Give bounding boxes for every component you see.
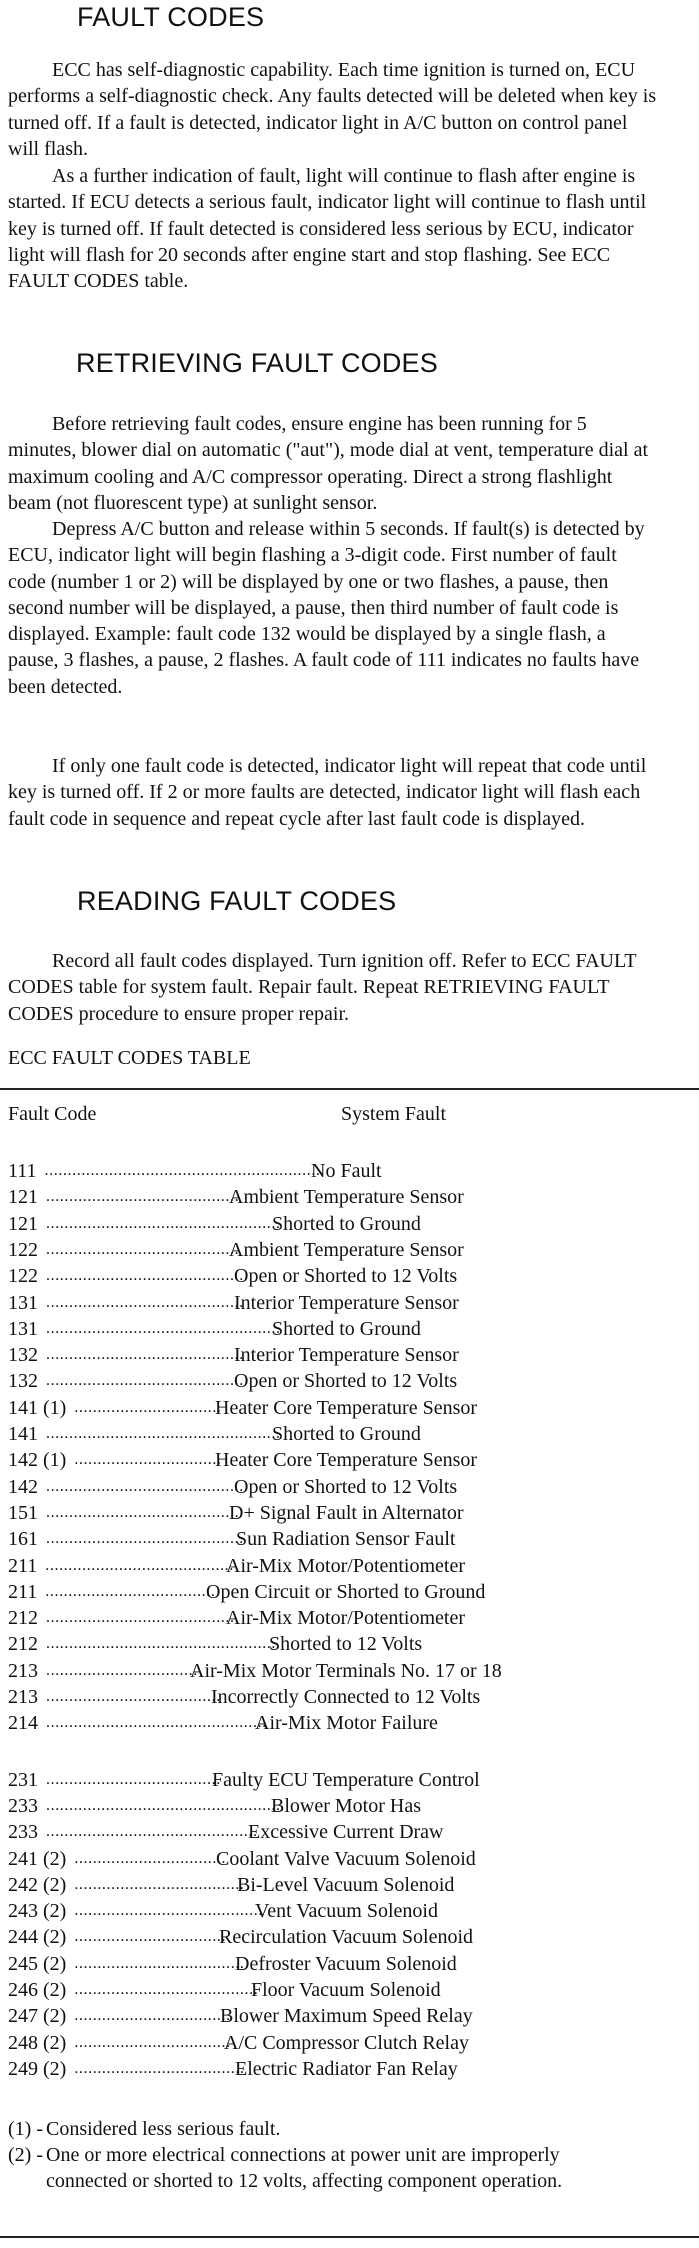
table-row xyxy=(0,2058,699,2084)
system-fault: Open or Shorted to 12 Volts xyxy=(234,1475,458,1498)
system-fault: Incorrectly Connected to 12 Volts xyxy=(211,1686,481,1708)
system-fault: Defroster Vacuum Solenoid xyxy=(235,1952,457,1975)
paragraph-only-one-code: If only one fault code is detected, indicator light will repeat that code until key is turned off. If 2 or more faults are detected, indicator light will flash each fault code in sequence and repeat cycle after last fault code is displayed. xyxy=(8,755,647,830)
fault-code: 132 xyxy=(8,1344,38,1367)
heading-retrieving-fault-codes: RETRIEVING FAULT CODES xyxy=(76,348,438,378)
table-row xyxy=(0,1900,699,1926)
dot-leader: ................................................... xyxy=(46,1214,281,1232)
system-fault: Ambient Temperature Sensor xyxy=(229,1186,464,1209)
table-row xyxy=(0,1953,699,1979)
fault-code: 211 xyxy=(8,1580,38,1603)
table-row xyxy=(0,1213,699,1239)
table-row xyxy=(0,1160,699,1186)
dot-leader: ................................................ xyxy=(46,1714,267,1732)
footnote-2-text: One or more electrical connections at power unit are improperly connected or shorted to 12 volts, affecting component operation. xyxy=(46,2144,563,2192)
table-row xyxy=(0,1607,699,1633)
system-fault: Interior Temperature Sensor xyxy=(234,1291,459,1314)
table-row xyxy=(0,2032,699,2058)
table-row xyxy=(0,1265,699,1291)
fault-code: 141 xyxy=(8,1423,38,1445)
table-row xyxy=(0,1344,699,1370)
system-fault: Faulty ECU Temperature Control xyxy=(212,1768,480,1791)
fault-code: 247 (2) xyxy=(8,2005,67,2028)
system-fault: Air-Mix Motor Terminals No. 17 or 18 xyxy=(190,1659,502,1682)
fault-code: 122 xyxy=(8,1265,38,1288)
table-row xyxy=(0,2005,699,2031)
dot-leader: ........................................ xyxy=(74,1981,259,1998)
system-fault: A/C Compressor Clutch Relay xyxy=(224,2031,469,2054)
column-header-system-fault: System Fault xyxy=(341,1103,447,1125)
fault-code: 141 (1) xyxy=(8,1396,67,1419)
paragraph-before-retrieving: Before retrieving fault codes, ensure engine has been running for 5 minutes, blower dial on automatic ("aut"), mode dial at vent, temperature dial at maximum cooling and A/C compressor operating. Direct a strong flashlight beam (not fluorescent type) at sunlight sensor. xyxy=(8,413,649,514)
dot-leader: ..................................... xyxy=(45,1582,216,1600)
system-fault: Blower Maximum Speed Relay xyxy=(220,2005,473,2028)
fault-code: 242 (2) xyxy=(8,1873,67,1896)
dot-leader: ........................................... xyxy=(46,1477,244,1495)
fault-code: 142 (1) xyxy=(8,1449,67,1472)
fault-code: 212 xyxy=(8,1633,38,1656)
table-row xyxy=(0,1821,699,1847)
dot-leader: ........................................... xyxy=(46,1267,244,1285)
table-top-rule xyxy=(0,1088,699,1090)
dot-leader: .......................................... xyxy=(46,1188,240,1206)
footnote-1-text: Considered less serious fault. xyxy=(46,2118,281,2140)
fault-code: 245 (2) xyxy=(8,1952,67,1975)
system-fault: Vent Vacuum Solenoid xyxy=(255,1900,438,1923)
system-fault: Floor Vacuum Solenoid xyxy=(251,1979,441,2001)
heading-fault-codes: FAULT CODES xyxy=(77,2,265,32)
dot-leader: ......................................... xyxy=(74,1902,263,1920)
paragraph-self-diagnostic: ECC has self-diagnostic capability. Each time ignition is turned on, ECU performs a self-diagnostic check. Any faults detected will be deleted when key is turned off. If a fault is detected, indicator light in A/C button on control panel will flash. xyxy=(8,59,657,160)
fault-code: 231 xyxy=(8,1768,38,1791)
table-row xyxy=(0,1528,699,1554)
dot-leader: ................................. xyxy=(46,1661,198,1679)
system-fault: Recirculation Vacuum Solenoid xyxy=(219,1926,474,1949)
dot-leader: ................................................... xyxy=(46,1319,281,1337)
table-bottom-rule xyxy=(0,2236,699,2238)
paragraph-further-indication: As a further indication of fault, light will continue to flash after engine is started. If ECU detects a serious fault, indicator light will continue to flash until key is turned off. If fault detected is considered less serious by ECU, indicator light will flash for 20 seconds after engine start and stop flashing. See ECC FAULT CODES table. xyxy=(8,165,647,293)
system-fault: Open or Shorted to 12 Volts xyxy=(234,1370,458,1393)
table-row xyxy=(0,1712,699,1738)
fault-code: 111 xyxy=(8,1160,37,1182)
table-row xyxy=(0,1502,699,1528)
fault-code: 122 xyxy=(8,1238,38,1261)
system-fault: D+ Signal Fault in Alternator xyxy=(229,1501,464,1524)
system-fault: Coolant Valve Vacuum Solenoid xyxy=(216,1847,476,1870)
table-row xyxy=(0,1476,699,1502)
fault-code: 233 xyxy=(8,1821,38,1844)
fault-code: 121 xyxy=(8,1212,38,1235)
system-fault: Electric Radiator Fan Relay xyxy=(235,2057,458,2080)
dot-leader: ...................................... xyxy=(46,1770,221,1788)
system-fault: Ambient Temperature Sensor xyxy=(229,1238,464,1261)
dot-leader: .......................................... xyxy=(46,1503,240,1521)
fault-code: 142 xyxy=(8,1475,38,1498)
system-fault: Air-Mix Motor/Potentiometer xyxy=(226,1607,466,1630)
fault-code: 243 (2) xyxy=(8,1900,67,1923)
dot-leader: ........................................... xyxy=(46,1346,244,1364)
table-row xyxy=(0,1795,699,1821)
fault-code: 131 xyxy=(8,1317,38,1340)
dot-leader: ........................................... xyxy=(46,1372,244,1390)
fault-code: 244 (2) xyxy=(8,1926,67,1949)
system-fault: Shorted to Ground xyxy=(272,1212,421,1235)
fault-code: 248 (2) xyxy=(8,2031,67,2054)
system-fault: Air-Mix Motor/Potentiometer xyxy=(226,1554,466,1577)
dot-leader: ................................ xyxy=(74,1451,222,1469)
system-fault: No Fault xyxy=(311,1160,382,1182)
table-row xyxy=(0,1874,699,1900)
dot-leader: ...................................... xyxy=(46,1688,221,1705)
footnote-1-number: (1) - xyxy=(8,2118,43,2140)
dot-leader: .................................. xyxy=(74,2007,231,2025)
dot-leader: ................................. xyxy=(74,1928,227,1946)
paragraph-depress-ac: Depress A/C button and release within 5 seconds. If fault(s) is detected by ECU, indicator light will begin flashing a 3-digit code. First number of fault code (number 1 or 2) will be displayed by one or two flashes, a pause, then second number will be displayed, a pause, then third number of fault code is displayed. Example: fault code 132 would be displayed by a single flash, a pause, 3 flashes, a pause, 2 flashes. A fault code of 111 indicates no faults have been detected. xyxy=(8,518,645,698)
system-fault: Shorted to 12 Volts xyxy=(269,1633,423,1656)
table-row xyxy=(0,1660,699,1686)
system-fault: Blower Motor Has xyxy=(271,1794,421,1817)
dot-leader: ......................................... xyxy=(45,1556,234,1574)
system-fault: Open Circuit or Shorted to Ground xyxy=(206,1580,486,1603)
table-row xyxy=(0,1848,699,1874)
fault-code: 121 xyxy=(8,1186,38,1209)
dot-leader: ................................ xyxy=(74,1398,222,1416)
table-row xyxy=(0,1555,699,1581)
column-header-fault-code: Fault Code xyxy=(8,1103,97,1125)
fault-code: 161 xyxy=(8,1528,38,1551)
dot-leader: ........................................... xyxy=(46,1293,244,1311)
dot-leader: ..................................... xyxy=(74,2059,245,2077)
fault-code: 151 xyxy=(8,1501,38,1524)
dot-leader: ................................................... xyxy=(46,1425,281,1442)
fault-code: 213 xyxy=(8,1659,38,1682)
dot-leader: ..................................... xyxy=(74,1954,245,1972)
system-fault: Shorted to Ground xyxy=(272,1317,421,1340)
dot-leader: ................................................... xyxy=(46,1796,281,1814)
system-fault: Heater Core Temperature Sensor xyxy=(215,1396,478,1419)
fault-code: 249 (2) xyxy=(8,2057,67,2080)
dot-leader: .............................................. xyxy=(46,1823,258,1841)
system-fault: Open or Shorted to 12 Volts xyxy=(234,1265,458,1288)
table-row xyxy=(0,1239,699,1265)
dot-leader: ................................. xyxy=(74,1849,227,1867)
dot-leader: ........................................... xyxy=(46,1530,244,1548)
table-row xyxy=(0,1926,699,1952)
system-fault: Air-Mix Motor Failure xyxy=(255,1712,438,1735)
dot-leader: ......................................... xyxy=(46,1609,235,1627)
fault-code: 214 xyxy=(8,1712,38,1735)
fault-code: 241 (2) xyxy=(8,1847,67,1870)
fault-code: 213 xyxy=(8,1686,38,1708)
table-row xyxy=(0,1370,699,1396)
table-row xyxy=(0,1292,699,1318)
footnote-2-number: (2) - xyxy=(8,2144,43,2166)
system-fault: Heater Core Temperature Sensor xyxy=(215,1449,478,1472)
system-fault: Bi-Level Vacuum Solenoid xyxy=(237,1873,455,1896)
system-fault: Shorted to Ground xyxy=(272,1423,421,1445)
dot-leader: ................................................... xyxy=(46,1635,281,1653)
fault-code: 212 xyxy=(8,1607,38,1630)
dot-leader: ............................................................ xyxy=(44,1162,321,1179)
system-fault: Sun Radiation Sensor Fault xyxy=(236,1528,456,1551)
table-row xyxy=(0,1979,699,2005)
table-row xyxy=(0,1397,699,1423)
table-row xyxy=(0,1633,699,1659)
fault-code: 211 xyxy=(8,1554,38,1577)
system-fault: Interior Temperature Sensor xyxy=(234,1344,459,1367)
table-row xyxy=(0,1449,699,1475)
dot-leader: .................................. xyxy=(74,2033,231,2051)
dot-leader: .......................................... xyxy=(46,1240,240,1258)
table-row xyxy=(0,1423,699,1449)
fault-code: 233 xyxy=(8,1794,38,1817)
heading-reading-fault-codes: READING FAULT CODES xyxy=(77,886,397,916)
fault-code: 246 (2) xyxy=(8,1979,67,2001)
fault-code: 132 xyxy=(8,1370,38,1393)
fault-code: 131 xyxy=(8,1291,38,1314)
system-fault: Excessive Current Draw xyxy=(248,1821,444,1844)
paragraph-record-codes: Record all fault codes displayed. Turn ignition off. Refer to ECC FAULT CODES table for system fault. Repair fault. Repeat RETRIEVING FAULT CODES procedure to ensure proper repair. xyxy=(8,950,637,1025)
table-title: ECC FAULT CODES TABLE xyxy=(8,1047,251,1069)
table-row xyxy=(0,1769,699,1795)
dot-leader: ..................................... xyxy=(74,1875,245,1893)
table-row xyxy=(0,1581,699,1607)
table-row xyxy=(0,1318,699,1344)
table-row xyxy=(0,1186,699,1212)
table-row xyxy=(0,1686,699,1712)
